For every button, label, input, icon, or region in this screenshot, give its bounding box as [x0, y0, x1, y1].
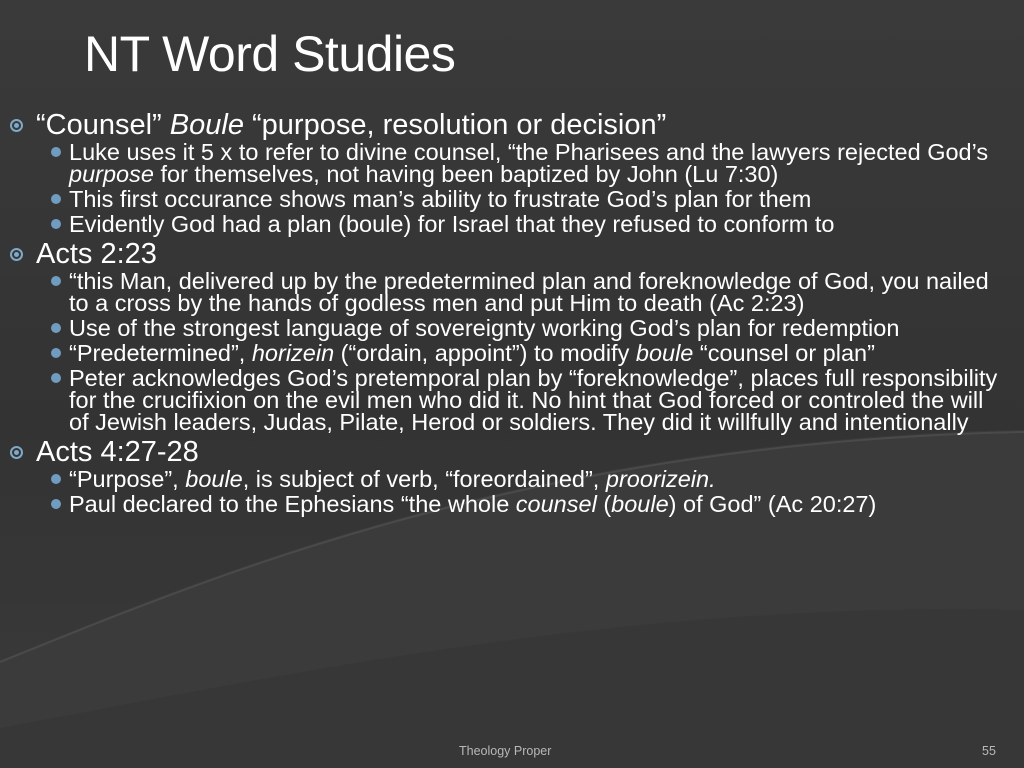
sub-bullet	[8, 270, 1008, 314]
bullet-acts-2-23	[8, 239, 1008, 270]
text-run: “Predetermined”,	[69, 340, 252, 366]
sub-bullet-text	[69, 365, 997, 435]
text-run: “purpose, resolution or decision”	[243, 109, 667, 141]
bullet-dot-icon	[51, 373, 61, 383]
text-run: , is subject of verb, “foreordained”,	[242, 466, 606, 492]
bullet-text	[36, 436, 199, 468]
italic-text-run: horizein	[251, 340, 335, 366]
italic-text-run: proorizein.	[605, 466, 716, 492]
slide-title: NT Word Studies	[84, 26, 456, 82]
sub-bullet-text	[69, 268, 989, 316]
text-run: This first occurance shows man’s ability to frustrate God’s plan for them	[69, 186, 812, 212]
text-run: “this Man, delivered up by the predetermined plan and foreknowledge of God, you nailed to a cross by the hands of godless men and put Him to death (Ac 2:23)	[69, 268, 989, 316]
sub-bullet	[8, 468, 1008, 490]
text-run: Luke uses it 5 x to refer to divine counsel, “the Pharisees and the lawyers rejected God’s	[69, 139, 989, 165]
italic-text-run: boule	[611, 491, 669, 517]
text-run: (	[596, 491, 612, 517]
sub-bullet	[8, 188, 1008, 210]
italic-text-run: purpose	[69, 161, 154, 187]
bullet-dot-icon	[51, 348, 61, 358]
sub-bullet	[8, 367, 1008, 433]
sub-bullet	[8, 342, 1008, 364]
text-run: Use of the strongest language of sovereignty working God’s plan for redemption	[69, 315, 900, 341]
text-run: “Purpose”,	[69, 466, 186, 492]
text-run: “counsel or plan”	[693, 340, 875, 366]
sub-bullet-text	[69, 139, 988, 187]
sub-bullet-text	[69, 491, 876, 517]
bullet-dot-icon	[51, 323, 61, 333]
sub-bullet-text	[69, 466, 716, 492]
bullet-dot-icon	[51, 147, 61, 157]
text-run: (“ordain, appoint”) to modify	[334, 340, 636, 366]
bullet-acts-4-27-28	[8, 437, 1008, 468]
bullet-dot-icon	[51, 474, 61, 484]
bullet-circle-icon	[10, 248, 23, 261]
footer-text: Theology Proper	[459, 744, 552, 758]
bullet-dot-icon	[51, 219, 61, 229]
sub-bullet-text	[69, 340, 875, 366]
text-run: Peter acknowledges God’s pretemporal plan by “foreknowledge”, places full responsibility for the crucifixion on the evil men who did it. No hint that God forced or controled the will of Jewish leaders, Judas, Pilate, Herod or soldiers. They did it willfully and intentionally	[69, 365, 998, 435]
sub-bullet	[8, 493, 1008, 515]
text-run: Acts 4:27-28	[36, 436, 199, 468]
sub-bullet-text	[69, 315, 899, 341]
text-run: “Counsel”	[36, 109, 170, 141]
bullet-circle-icon	[10, 446, 23, 459]
slide-body	[8, 110, 1008, 515]
sub-bullet-text	[69, 186, 811, 212]
italic-text-run: boule	[635, 340, 694, 366]
text-run: for themselves, not having been baptized by John (Lu 7:30)	[153, 161, 779, 187]
italic-text-run: counsel	[515, 491, 597, 517]
italic-text-run: Boule	[169, 109, 244, 141]
bullet-text	[36, 238, 157, 270]
text-run: Evidently God had a plan (boule) for Israel that they refused to conform to	[69, 211, 835, 237]
bullet-text	[36, 109, 666, 141]
bullet-dot-icon	[51, 194, 61, 204]
sub-bullet	[8, 317, 1008, 339]
sub-bullet	[8, 141, 1008, 185]
text-run: Acts 2:23	[36, 238, 157, 270]
sub-bullet	[8, 213, 1008, 235]
bullet-dot-icon	[51, 499, 61, 509]
text-run: Paul declared to the Ephesians “the whole	[69, 491, 516, 517]
italic-text-run: boule	[185, 466, 243, 492]
bullet-dot-icon	[51, 276, 61, 286]
page-number: 55	[982, 744, 996, 758]
bullet-counsel	[8, 110, 1008, 141]
sub-bullet-text	[69, 211, 834, 237]
text-run: ) of God” (Ac 20:27)	[668, 491, 877, 517]
bullet-circle-icon	[10, 119, 23, 132]
